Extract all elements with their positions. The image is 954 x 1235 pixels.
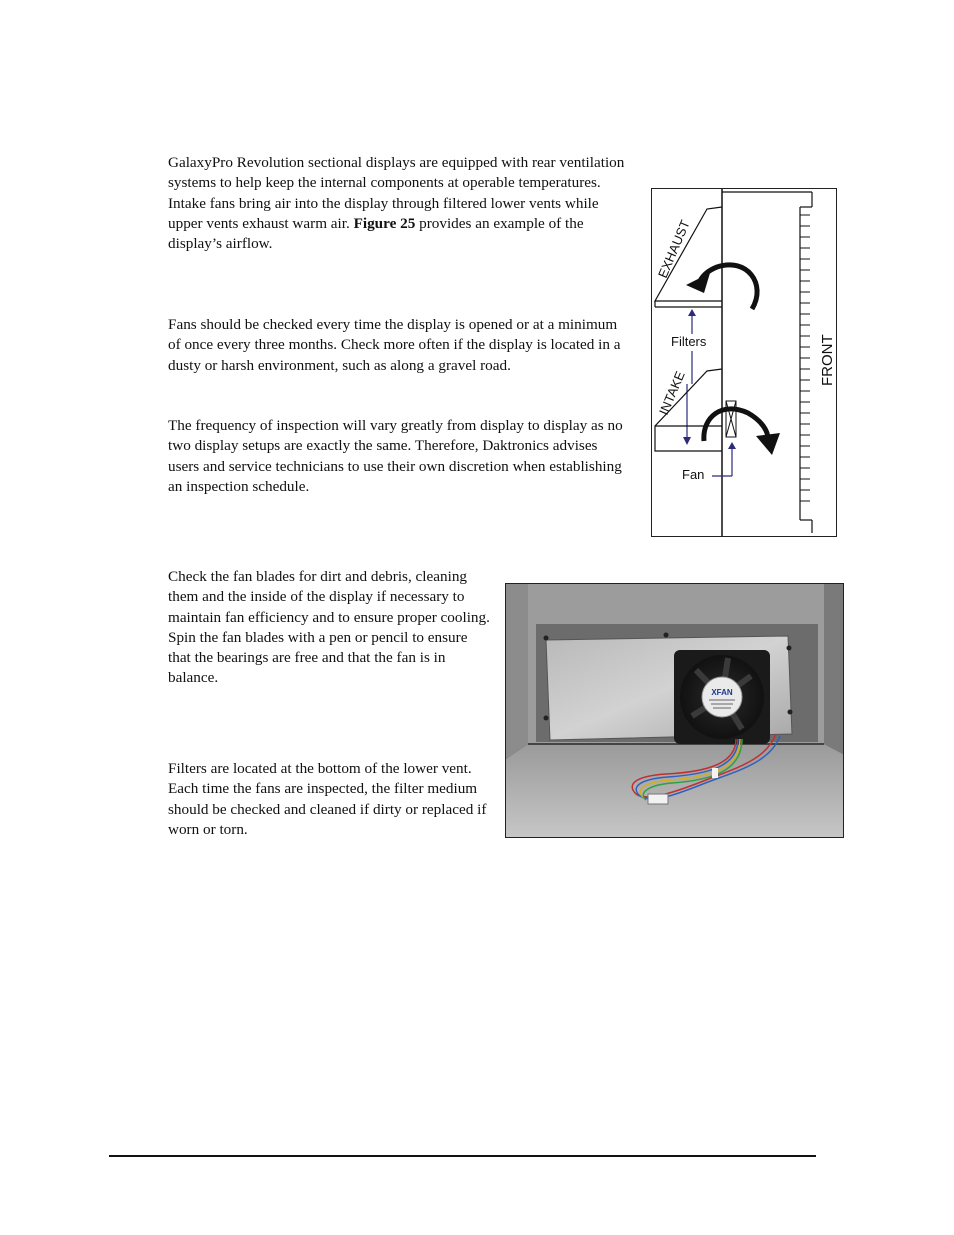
inspection-frequency-paragraph: Fans should be checked every time the display is opened or at a minimum of once every three months. Check more often if the display is located in a dusty or harsh environment, such as along a gravel road. xyxy=(168,316,621,374)
filters-label: Filters xyxy=(671,334,707,349)
airflow-diagram xyxy=(651,188,837,537)
fan-photo xyxy=(505,583,844,838)
front-label: FRONT xyxy=(819,334,836,386)
filters-paragraph: Filters are located at the bottom of the lower vent. Each time the fans are inspected, the filter medium should be checked and cleaned if dirty or replaced if worn or torn. xyxy=(168,760,487,838)
fan-label: Fan xyxy=(682,467,705,482)
inspection-schedule-paragraph: The frequency of inspection will vary greatly from display to display as no two display setups are exactly the same. Therefore, Daktronics advises users and service technicians to use their own discretion when establishing an inspection schedule. xyxy=(168,417,623,495)
fan-brand-label: XFAN xyxy=(711,688,733,697)
intro-text: GalaxyPro Revolution sectional displays are equipped with rear ventilation systems to help keep the internal components at operable temperatures. Intake fans bring air into the display through filtered lower vents while upper vents exhaust warm air. xyxy=(168,154,625,232)
intro-text-end: provides an example of the display’s airflow. xyxy=(168,214,584,253)
figure-reference: Figure 25 xyxy=(353,214,416,232)
fans-paragraph: Check the fan blades for dirt and debris, cleaning them and the inside of the display if necessary to maintain fan efficiency and to ensure proper cooling. Spin the fan blades with a pen or pencil to ensure that the bearings are free and that the fan is in balance. xyxy=(168,568,490,687)
footer-rule xyxy=(109,1155,816,1157)
exhaust-label: EXHAUST xyxy=(654,217,693,281)
intake-label: INTAKE xyxy=(655,368,688,418)
intro-paragraph xyxy=(168,153,626,254)
